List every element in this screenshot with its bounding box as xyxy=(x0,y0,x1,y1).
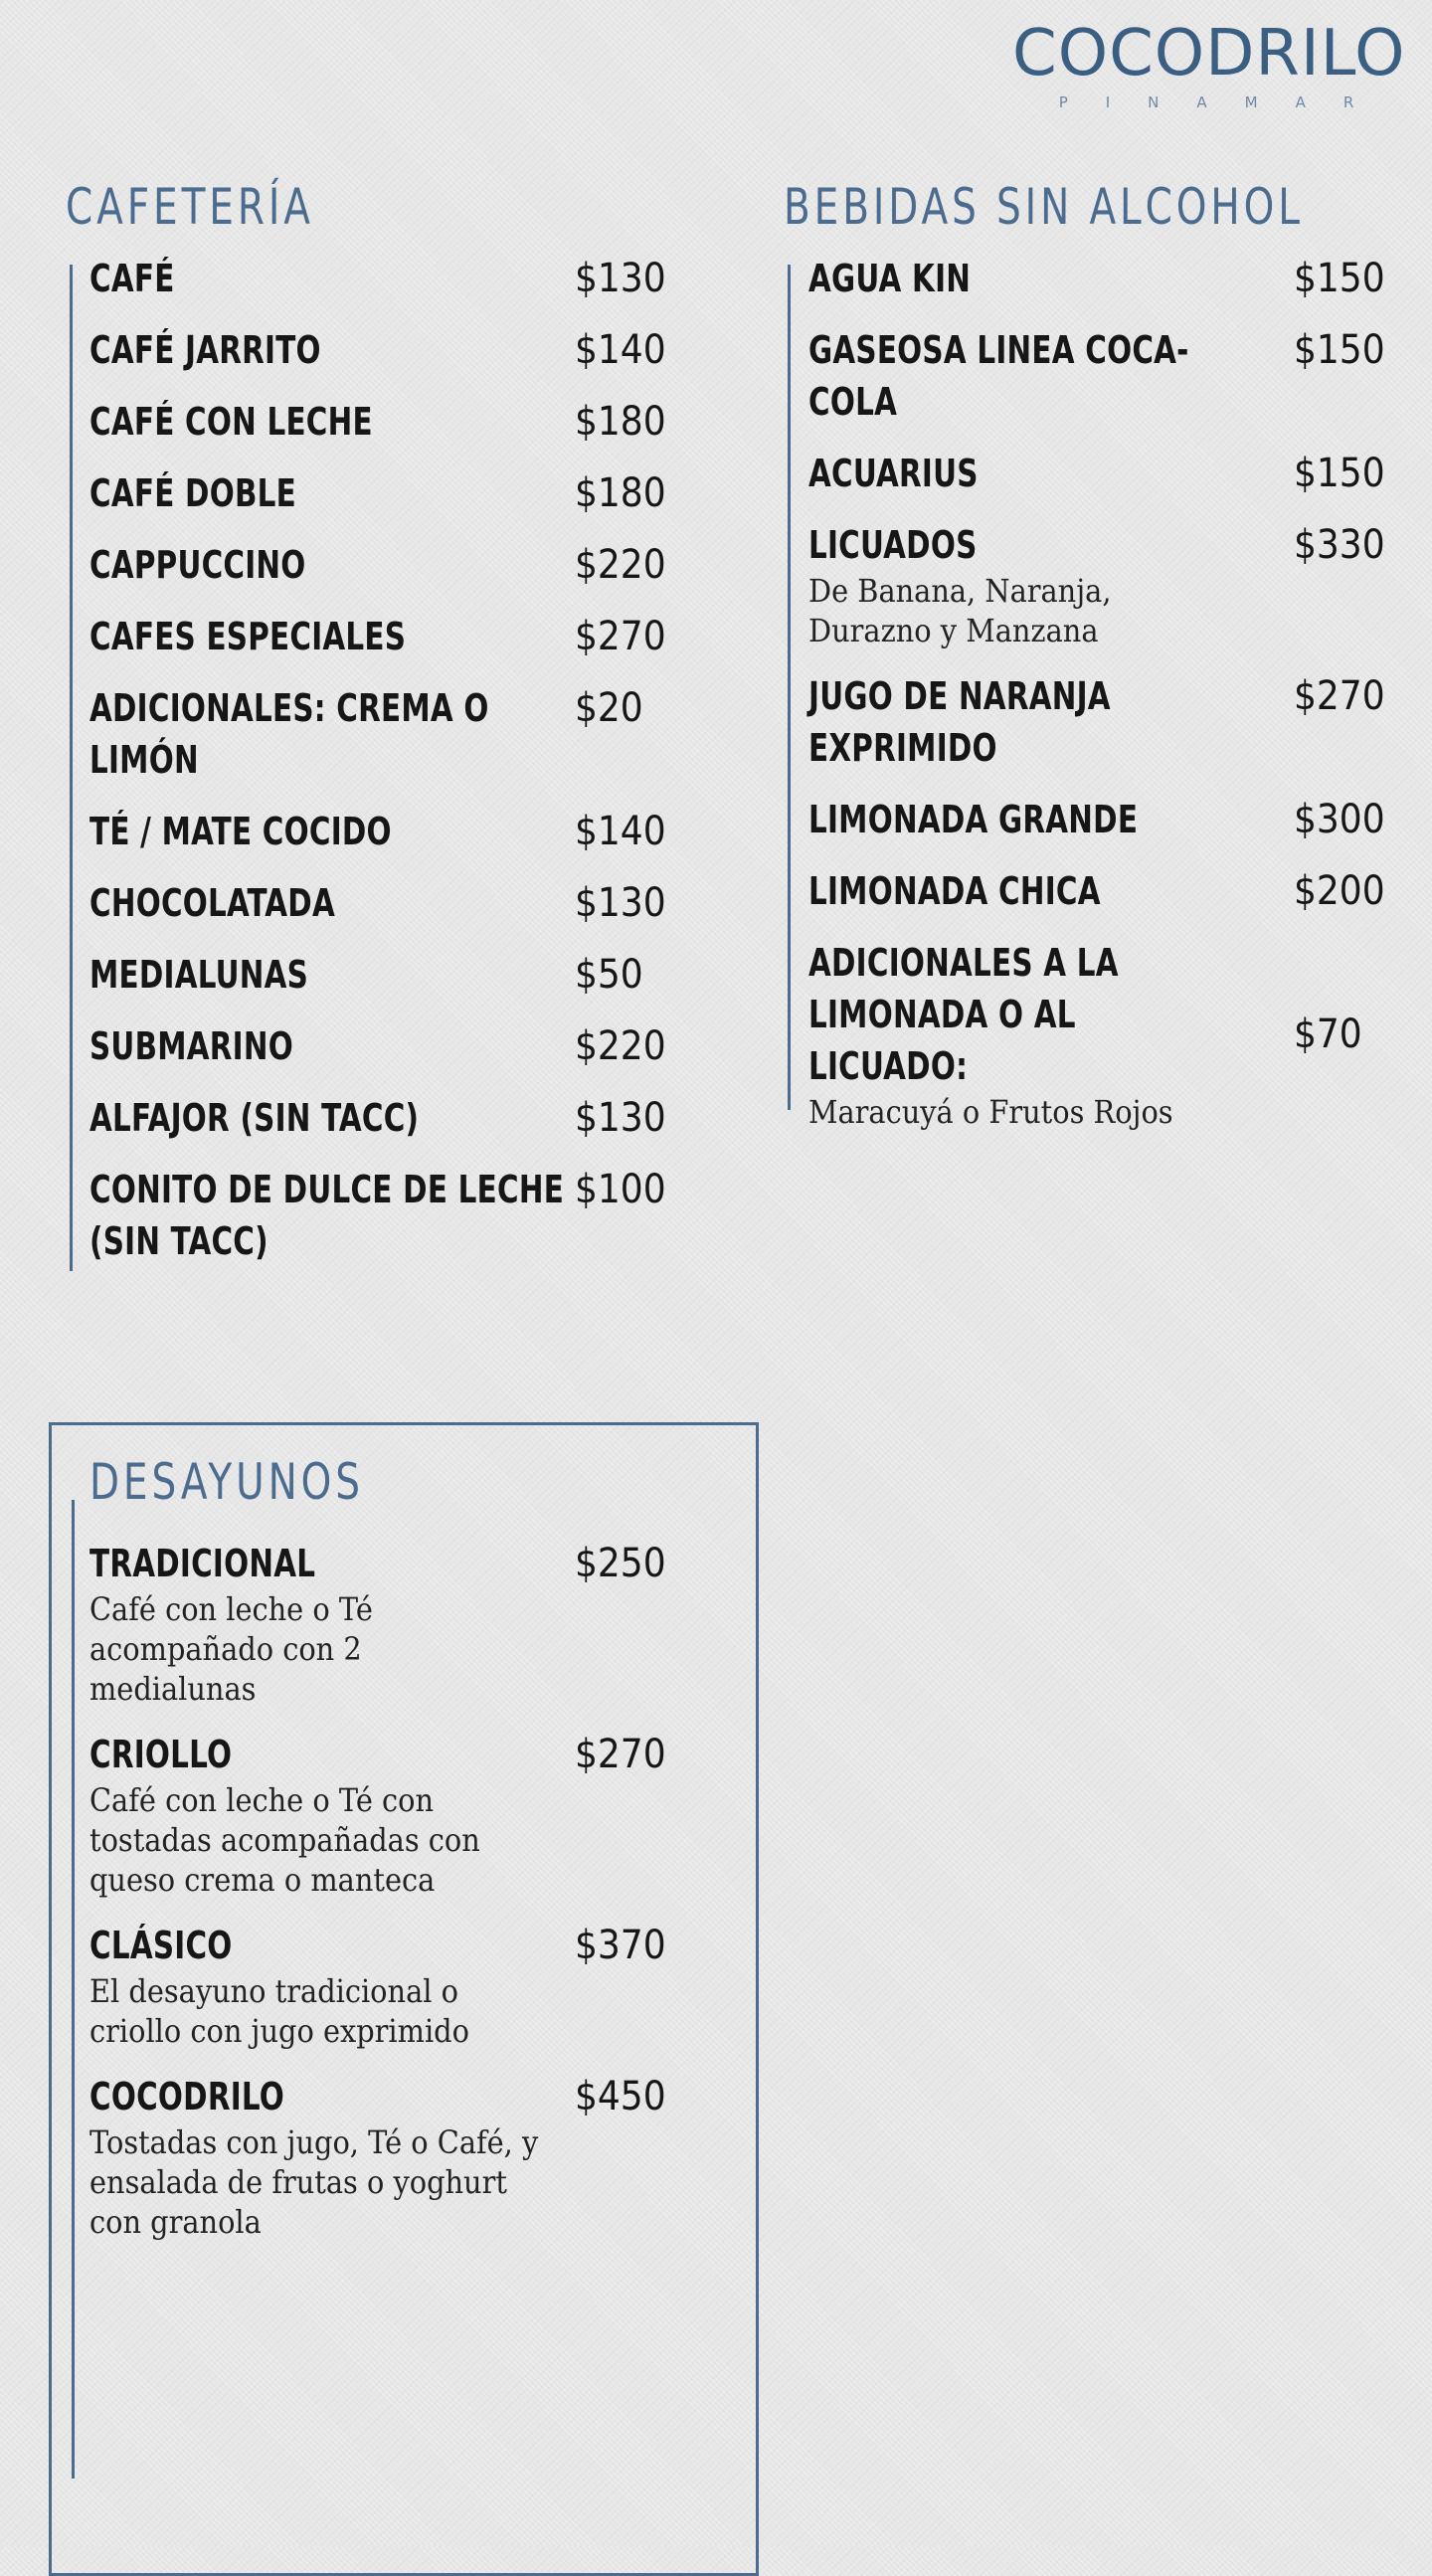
menu-item xyxy=(90,877,686,929)
menu-item-name: ACUARIUS xyxy=(808,452,979,495)
bebidas-divider-line xyxy=(788,265,791,1110)
menu-item-price: $50 xyxy=(575,952,643,998)
menu-item-name: CAFES ESPECIALES xyxy=(90,615,407,658)
menu-item xyxy=(808,324,1405,428)
menu-item xyxy=(808,519,1405,650)
menu-item-name: MEDIALUNAS xyxy=(90,953,309,997)
menu-item xyxy=(90,1164,686,1267)
bebidas-menu-list xyxy=(808,253,1405,1152)
menu-item xyxy=(90,396,686,448)
menu-item-description: De Banana, Naranja, Durazno y Manzana xyxy=(808,572,1112,649)
menu-item-name: CHOCOLATADA xyxy=(90,881,335,925)
menu-item-price: $150 xyxy=(1294,327,1385,373)
menu-item-name: ADICIONALES: CREMA O LIMÓN xyxy=(90,686,489,782)
menu-item-description: Maracuyá o Frutos Rojos xyxy=(808,1093,1173,1131)
menu-item-name: AGUA KIN xyxy=(808,257,972,300)
menu-item-price: $220 xyxy=(575,1023,666,1069)
menu-item-price: $270 xyxy=(575,1732,666,1777)
menu-item-description: Tostadas con jugo, Té o Café, y ensalada de frutas o yoghurt con granola xyxy=(90,2123,539,2241)
menu-item-price: $200 xyxy=(1294,868,1385,914)
menu-item-name: JUGO DE NARANJA EXPRIMIDO xyxy=(808,674,1111,770)
desayunos-menu-list xyxy=(90,1538,686,2262)
menu-item xyxy=(90,611,686,662)
menu-item-price: $130 xyxy=(575,880,666,926)
menu-item-name: CAFÉ DOBLE xyxy=(90,471,296,515)
menu-item xyxy=(90,806,686,857)
menu-item xyxy=(90,253,686,304)
menu-item-price: $450 xyxy=(575,2074,666,2119)
menu-item-price: $270 xyxy=(1294,673,1385,719)
cafeteria-section-title: CAFETERÍA xyxy=(66,178,314,236)
menu-item-price: $130 xyxy=(575,256,666,301)
menu-item-price: $100 xyxy=(575,1167,666,1212)
menu-item-name: TÉ / MATE COCIDO xyxy=(90,810,392,853)
menu-item-name: LIMONADA CHICA xyxy=(808,869,1101,913)
menu-item-description: Café con leche o Té con tostadas acompañadas con queso crema o manteca xyxy=(90,1781,480,1899)
brand-name: COCODRILO xyxy=(1012,17,1406,91)
menu-item-price: $150 xyxy=(1294,451,1385,496)
menu-item-name: CONITO DE DULCE DE LECHE (SIN TACC) xyxy=(90,1168,565,1263)
menu-item-description: El desayuno tradicional o criollo con jugo exprimido xyxy=(90,1972,469,2050)
menu-item xyxy=(90,1092,686,1144)
menu-item xyxy=(808,794,1405,845)
menu-item-name: GASEOSA LINEA COCA-COLA xyxy=(808,328,1189,424)
desayunos-divider-line xyxy=(72,1500,75,2479)
cafeteria-menu-list xyxy=(90,253,686,1287)
menu-item-name: SUBMARINO xyxy=(90,1024,293,1068)
menu-item xyxy=(90,1020,686,1072)
menu-item xyxy=(90,2071,686,2242)
menu-item xyxy=(808,865,1405,917)
menu-item-price: $300 xyxy=(1294,797,1385,842)
bebidas-section-title: BEBIDAS SIN ALCOHOL xyxy=(784,178,1304,236)
menu-item xyxy=(90,467,686,519)
menu-item-price: $370 xyxy=(575,1923,666,1968)
brand-logo xyxy=(1012,17,1406,111)
menu-item-price: $330 xyxy=(1294,522,1385,568)
menu-item-price: $20 xyxy=(575,685,643,731)
menu-item-name: ALFAJOR (SIN TACC) xyxy=(90,1096,420,1140)
menu-item xyxy=(90,324,686,376)
menu-item-price: $180 xyxy=(575,470,666,516)
menu-item-name: CLÁSICO xyxy=(90,1924,233,1967)
menu-item-name: COCODRILO xyxy=(90,2075,284,2118)
menu-item xyxy=(90,1920,686,2051)
menu-item xyxy=(90,1729,686,1900)
menu-item-name: CAFÉ CON LECHE xyxy=(90,400,373,444)
menu-item xyxy=(90,1538,686,1709)
menu-item xyxy=(808,670,1405,774)
menu-item-name: TRADICIONAL xyxy=(90,1542,316,1585)
menu-item-name: CRIOLLO xyxy=(90,1733,233,1776)
menu-item-price: $140 xyxy=(575,809,666,854)
menu-item-price: $140 xyxy=(575,327,666,373)
menu-item-name: LIMONADA GRANDE xyxy=(808,798,1139,841)
menu-item xyxy=(90,682,686,786)
menu-item-name: LICUADOS xyxy=(808,523,978,567)
menu-item-price: $220 xyxy=(575,542,666,588)
menu-item-name: CAFÉ JARRITO xyxy=(90,328,321,372)
menu-item-price: $250 xyxy=(575,1541,666,1586)
desayunos-section-title: DESAYUNOS xyxy=(90,1453,364,1511)
menu-item-price: $130 xyxy=(575,1095,666,1141)
menu-item-price: $270 xyxy=(575,614,666,659)
brand-city: PINAMAR xyxy=(1058,93,1392,111)
menu-item-price: $70 xyxy=(1294,1012,1362,1057)
menu-item-name: ADICIONALES A LA LIMONADA O AL LICUADO: xyxy=(808,941,1119,1088)
menu-item xyxy=(90,949,686,1001)
menu-item xyxy=(90,539,686,591)
menu-item-name: CAFÉ xyxy=(90,257,175,300)
menu-item xyxy=(808,448,1405,499)
cafeteria-divider-line xyxy=(70,265,73,1271)
menu-item-description: Café con leche o Té acompañado con 2 medialunas xyxy=(90,1590,373,1708)
menu-item-price: $180 xyxy=(575,399,666,445)
menu-item xyxy=(808,253,1405,304)
menu-item-name: CAPPUCCINO xyxy=(90,543,306,587)
menu-item-price: $150 xyxy=(1294,256,1385,301)
menu-item xyxy=(808,937,1405,1132)
